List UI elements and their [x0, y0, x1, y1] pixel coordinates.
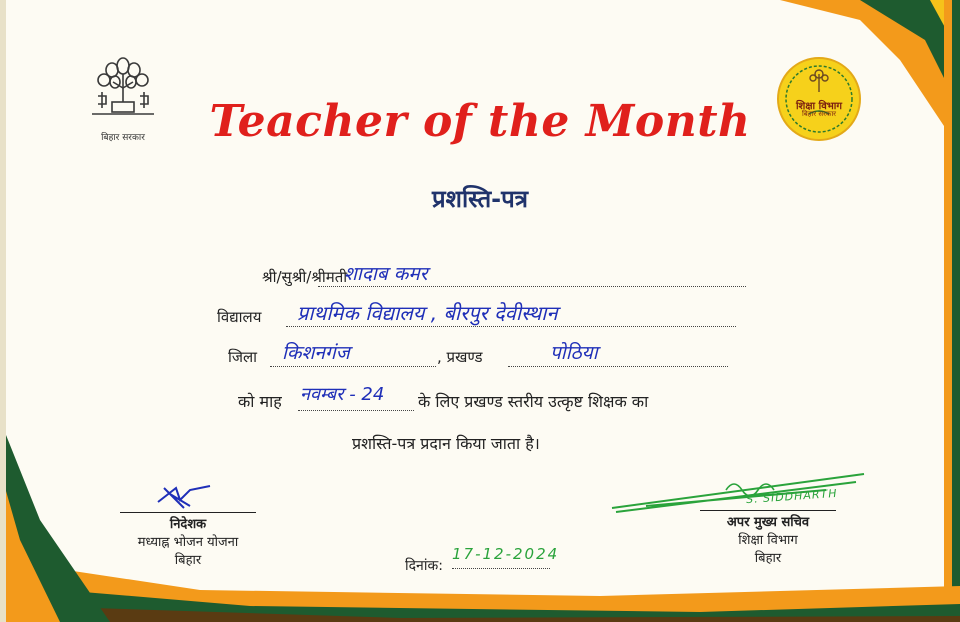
block-label: , प्रखण्ड — [437, 348, 483, 366]
block-dotted-line — [508, 348, 728, 367]
emblem-caption: बिहार सरकार — [101, 133, 145, 143]
director-signatory — [100, 516, 276, 570]
month-prefix: को माह — [238, 392, 282, 411]
education-department-seal — [776, 56, 862, 142]
director-line3: बिहार — [174, 553, 202, 568]
secretary-line2: शिक्षा विभाग — [738, 533, 798, 548]
bihar-government-emblem — [88, 52, 158, 142]
secretary-sign-line — [700, 510, 836, 511]
seal-line2: बिहार सरकार — [801, 110, 837, 118]
seal-line1: शिक्षा विभाग — [795, 101, 843, 112]
month-value: नवम्बर - 24 — [300, 384, 385, 405]
school-value: प्राथमिक विद्यालय , बीरपुर देवीस्थान — [297, 301, 558, 325]
secretary-title: अपर मुख्य सचिव — [726, 515, 810, 530]
closing-text: प्रशस्ति-पत्र प्रदान किया जाता है। — [352, 434, 540, 453]
secretary-signature-name: S. SIDDHARTH — [745, 486, 838, 507]
director-line2: मध्याह्न भोजन योजना — [137, 535, 239, 550]
month-suffix: के लिए प्रखण्ड स्तरीय उत्कृष्ट शिक्षक का — [418, 392, 649, 411]
name-label: श्री/सुश्री/श्रीमती — [262, 268, 348, 286]
bodhi-tree-emblem-icon — [88, 52, 158, 122]
director-title: निदेशक — [169, 517, 207, 532]
director-sign-line — [120, 512, 256, 513]
certificate-subtitle: प्रशस्ति-पत्र — [431, 185, 529, 213]
district-value: किशनगंज — [282, 342, 350, 364]
secretary-line3: बिहार — [754, 551, 782, 566]
director-signature-icon — [150, 482, 220, 512]
school-label: विद्यालय — [217, 308, 262, 326]
name-value: शादाब कमर — [344, 263, 428, 285]
block-value: पोठिया — [550, 342, 598, 364]
date-value: 17-12-2024 — [452, 545, 560, 563]
district-label: जिला — [228, 348, 258, 366]
date-label: दिनांक: — [405, 558, 443, 574]
certificate-title: Teacher of the Month — [209, 96, 751, 147]
secretary-signatory — [680, 514, 856, 568]
